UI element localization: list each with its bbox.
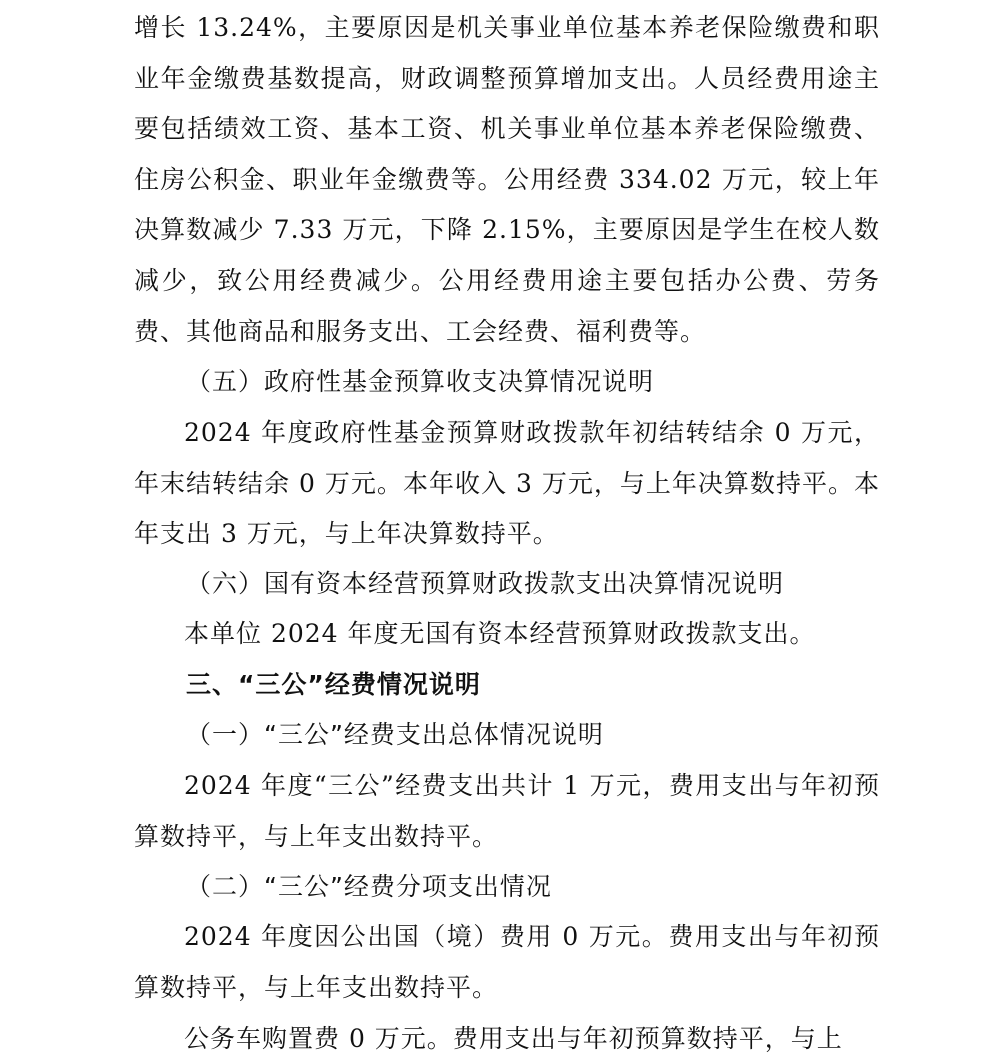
subsection-heading-overall: （一）“三公”经费支出总体情况说明: [186, 720, 604, 749]
section-heading-government-fund: （五）政府性基金预算收支决算情况说明: [186, 367, 655, 396]
body-paragraph-overseas: 2024 年度因公出国（境）费用 0 万元。费用支出与年初预算数持平，与上年支出数持平。: [134, 922, 880, 1002]
body-paragraph-state-capital: 本单位 2024 年度无国有资本经营预算财政拨款支出。: [184, 619, 816, 648]
body-paragraph-expenses: 增长 13.24%，主要原因是机关事业单位基本养老保险缴费和职业年金缴费基数提高，财政调整预算增加支出。人员经费用途主要包括绩效工资、基本工资、机关事业单位基本养老保险缴费、住房公积金、职业年金缴费等。公用经费 334.02 万元，较上年决算数减少 7.33 万元，下降 2.15%，主要原因是学生在校人数减少，致公用经费减少。公用经费用途主要包括办公费、劳务费、其他商品和服务支出、工会经费、福利费等。: [134, 13, 880, 346]
body-paragraph-overall: 2024 年度“三公”经费支出共计 1 万元，费用支出与年初预算数持平，与上年支出数持平。: [134, 771, 880, 851]
section-heading-three-public: 三、“三公”经费情况说明: [186, 670, 481, 699]
subsection-heading-itemized: （二）“三公”经费分项支出情况: [186, 872, 552, 901]
section-heading-state-capital: （六）国有资本经营预算财政拨款支出决算情况说明: [186, 569, 785, 598]
body-paragraph-vehicle: 公务车购置费 0 万元。费用支出与年初预算数持平，与上: [184, 1024, 843, 1053]
body-paragraph-government-fund: 2024 年度政府性基金预算财政拨款年初结转结余 0 万元，年末结转结余 0 万元。本年收入 3 万元，与上年决算数持平。本年支出 3 万元，与上年决算数持平。: [134, 418, 880, 549]
